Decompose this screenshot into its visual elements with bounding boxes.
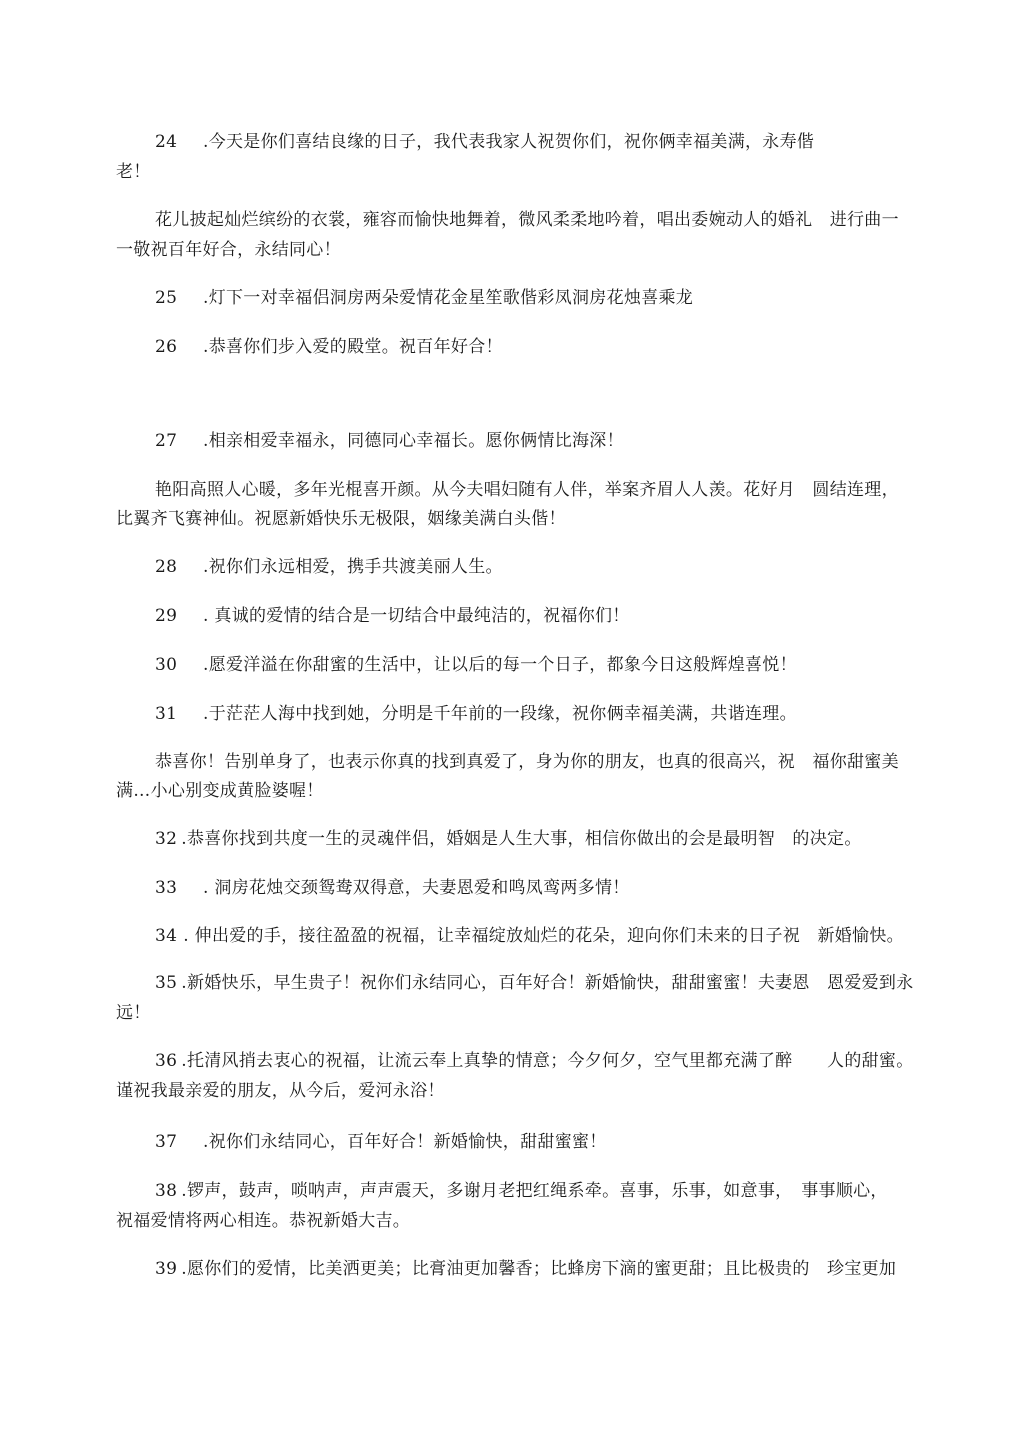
item-text: .今天是你们喜结良缘的日子，我代表我家人祝贺你们，祝你俩幸福美满，永寿偕 [203, 132, 815, 152]
paragraph-line [116, 509, 566, 529]
paragraph-line [155, 1132, 607, 1152]
item-text: .托清风捎去衷心的祝福，让流云奉上真挚的情意；今夕何夕，空气里都充满了醉 人的甜蜜。 [181, 1051, 914, 1071]
item-text: 远！ [116, 1003, 151, 1023]
item-text: 祝福爱情将两心相连。恭祝新婚大吉。 [116, 1211, 411, 1231]
paragraph-line [155, 431, 624, 451]
item-text: .愿爱洋溢在你甜蜜的生活中，让以后的每一个日子，都象今日这般辉煌喜悦！ [203, 655, 797, 675]
paragraph-line [155, 655, 797, 675]
item-number: 33 [155, 878, 178, 898]
paragraph-line [155, 704, 797, 724]
item-number: 31 [155, 704, 178, 724]
item-number: 36 [155, 1051, 178, 1071]
paragraph-line [116, 240, 341, 260]
paragraph-line [155, 752, 899, 772]
paragraph-line [155, 829, 862, 849]
paragraph-line [155, 337, 503, 357]
paragraph-line [155, 878, 630, 898]
paragraph-line [155, 973, 914, 993]
item-number: 32 [155, 829, 178, 849]
item-text: .新婚快乐，早生贵子！祝你们永结同心，百年好合！新婚愉快，甜甜蜜蜜！夫妻恩 恩爱爱到永 [181, 973, 914, 993]
item-number: 38 [155, 1181, 178, 1201]
item-number: 37 [155, 1132, 178, 1152]
item-number: 35 [155, 973, 178, 993]
paragraph-line [155, 926, 904, 946]
item-text: .于茫茫人海中找到她，分明是千年前的一段缘，祝你俩幸福美满，共谐连理。 [203, 704, 797, 724]
item-text: 一敬祝百年好合，永结同心！ [116, 240, 341, 260]
item-number: 27 [155, 431, 178, 451]
paragraph-line [116, 1081, 445, 1101]
item-text: .祝你们永远相爱，携手共渡美丽人生。 [203, 557, 503, 577]
item-number: 26 [155, 337, 178, 357]
paragraph-line [116, 1003, 151, 1023]
item-text: .恭喜你找到共度一生的灵魂伴侣，婚姻是人生大事，相信你做出的会是最明智 的决定。 [181, 829, 862, 849]
paragraph-line [155, 132, 814, 152]
paragraph-line [155, 1259, 896, 1279]
item-text: .锣声，鼓声，唢呐声，声声震天，多谢月老把红绳系牵。喜事，乐事，如意事， 事事顺心， [181, 1181, 888, 1201]
item-text: . 伸出爱的手，接往盈盈的祝福，让幸福绽放灿烂的花朵，迎向你们未来的日子祝 新婚愉快。 [183, 926, 904, 946]
paragraph-line [155, 1051, 914, 1071]
item-number: 30 [155, 655, 178, 675]
paragraph-line [155, 480, 899, 500]
item-text: .相亲相爱幸福永，同德同心幸福长。愿你俩情比海深！ [203, 431, 624, 451]
item-number: 24 [155, 132, 178, 152]
item-number: 25 [155, 288, 178, 308]
paragraph-line [116, 781, 324, 801]
item-text: . 真诚的爱情的结合是一切结合中最纯洁的，祝福你们！ [203, 606, 630, 626]
item-text: .祝你们永结同心，百年好合！新婚愉快，甜甜蜜蜜！ [203, 1132, 607, 1152]
paragraph-line [155, 557, 503, 577]
paragraph-line [155, 1181, 888, 1201]
item-text: 艳阳高照人心暖，多年光棍喜开颜。从今夫唱妇随有人伴，举案齐眉人人羡。花好月 圆结连理， [155, 480, 899, 500]
item-text: 恭喜你！告别单身了，也表示你真的找到真爱了，身为你的朋友，也真的很高兴，祝 福你甜蜜美 [155, 752, 899, 772]
item-text: .灯下一对幸福侣洞房两朵爱情花金星笙歌偕彩凤洞房花烛喜乘龙 [203, 288, 694, 308]
item-text: .恭喜你们步入爱的殿堂。祝百年好合！ [203, 337, 503, 357]
item-text: . 洞房花烛交颈鸳鸯双得意，夫妻恩爱和鸣凤鸾两多情！ [203, 878, 630, 898]
paragraph-line [155, 288, 693, 308]
item-text: .愿你们的爱情，比美洒更美；比膏油更加馨香；比蜂房下滴的蜜更甜；且比极贵的 珍宝更加 [181, 1259, 897, 1279]
paragraph-line [116, 162, 151, 182]
item-number: 28 [155, 557, 178, 577]
item-text: 谨祝我最亲爱的朋友，从今后，爱河永浴！ [116, 1081, 445, 1101]
item-number: 34 [155, 926, 178, 946]
item-text: 老！ [116, 162, 151, 182]
paragraph-line [155, 210, 899, 230]
item-text: 花儿披起灿烂缤纷的衣裳，雍容而愉快地舞着，微风柔柔地吟着，唱出委婉动人的婚礼 进行曲一 [155, 210, 899, 230]
item-text: 比翼齐飞赛神仙。祝愿新婚快乐无极限，姻缘美满白头偕！ [116, 509, 566, 529]
paragraph-line [155, 606, 630, 626]
item-text: 满…小心别变成黄脸婆喔！ [116, 781, 324, 801]
item-number: 29 [155, 606, 178, 626]
paragraph-line [116, 1211, 410, 1231]
item-number: 39 [155, 1259, 178, 1279]
